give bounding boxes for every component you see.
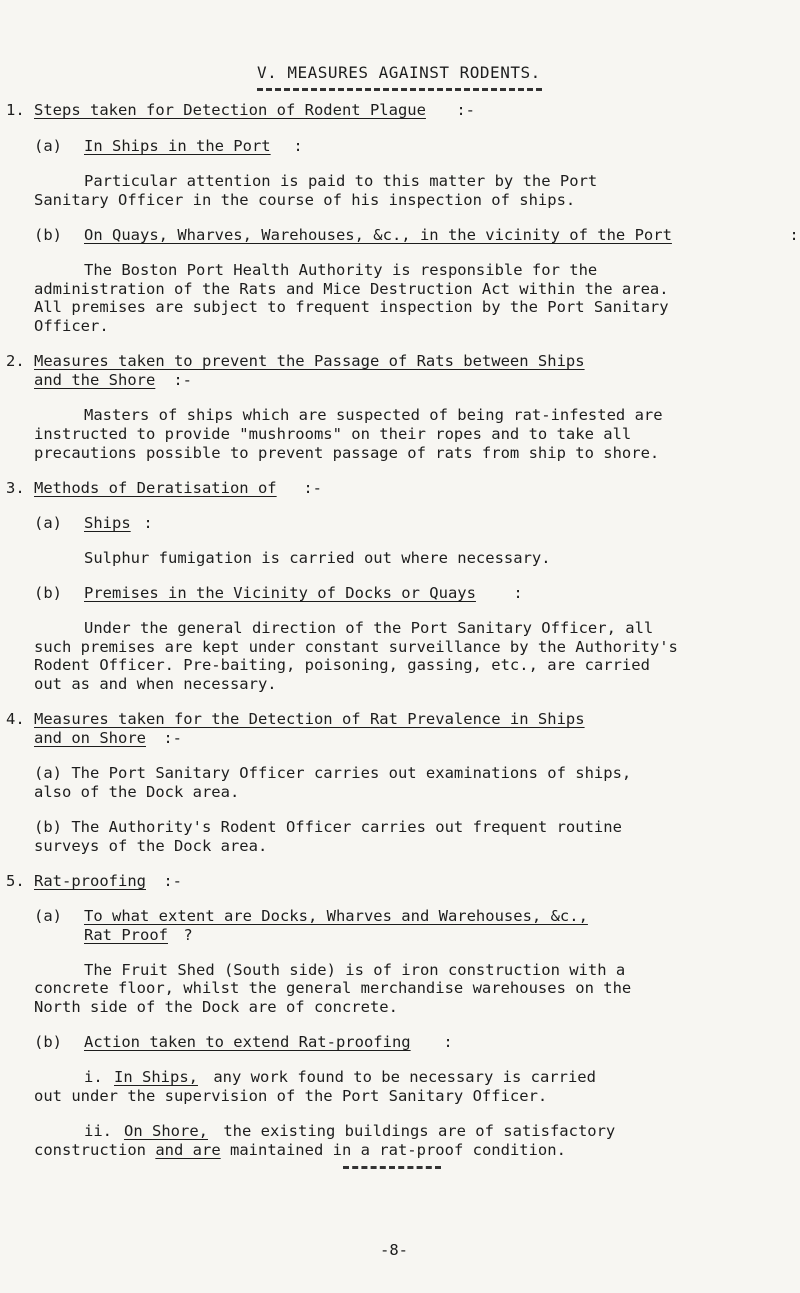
text-line: : bbox=[134, 514, 153, 532]
text-line: :- bbox=[447, 101, 475, 119]
text-line: Sanitary Officer in the course of his inspection of ships. bbox=[34, 191, 576, 209]
text-line: ii. bbox=[84, 1122, 112, 1140]
text-line: (a) bbox=[34, 137, 62, 155]
text-line: : bbox=[504, 584, 523, 602]
text-line: 4. bbox=[6, 710, 25, 728]
text-line: :- bbox=[294, 479, 322, 497]
page-title: V. MEASURES AGAINST RODENTS. bbox=[257, 63, 541, 82]
text-line: Rat-proofing bbox=[34, 872, 146, 890]
text-line: concrete floor, whilst the general merchandise warehouses on the bbox=[34, 979, 632, 997]
text-line: 2. bbox=[6, 352, 25, 370]
text-line: Premises in the Vicinity of Docks or Quays bbox=[84, 584, 476, 602]
text-line: (a) The Port Sanitary Officer carries out examinations of ships, bbox=[34, 764, 632, 782]
text-line: On Quays, Wharves, Warehouses, &c., in the vicinity of the Port bbox=[84, 226, 672, 244]
text-line: and on Shore bbox=[34, 729, 146, 747]
text-line: any work found to be necessary is carried bbox=[204, 1068, 596, 1086]
title-rule bbox=[257, 88, 542, 91]
text-line: In Ships, bbox=[114, 1068, 198, 1086]
text-line: North side of the Dock are of concrete. bbox=[34, 998, 398, 1016]
text-line: On Shore, bbox=[124, 1122, 208, 1140]
text-line: 3. bbox=[6, 479, 25, 497]
text-line: Ships bbox=[84, 514, 131, 532]
text-line: Measures taken to prevent the Passage of Rats between Ships bbox=[34, 352, 585, 370]
text-line: : bbox=[434, 1033, 453, 1051]
text-line: (a) bbox=[34, 907, 62, 925]
text-line: All premises are subject to frequent inspection by the Port Sanitary bbox=[34, 298, 669, 316]
text-line-with-underline: construction and are maintained in a rat-proof condition. bbox=[34, 1141, 566, 1159]
text-line: 1. bbox=[6, 101, 25, 119]
text-line: and the Shore bbox=[34, 371, 156, 389]
text-line: (b) The Authority's Rodent Officer carries out frequent routine bbox=[34, 818, 622, 836]
text-line: also of the Dock area. bbox=[34, 783, 240, 801]
text-line: surveys of the Dock area. bbox=[34, 837, 268, 855]
text-line: (a) bbox=[34, 514, 62, 532]
text-line: i. bbox=[84, 1068, 103, 1086]
text-line: Methods of Deratisation of bbox=[34, 479, 277, 497]
text-line: Officer. bbox=[34, 317, 109, 335]
text-line: In Ships in the Port bbox=[84, 137, 271, 155]
text-line: Particular attention is paid to this matter by the Port bbox=[84, 172, 598, 190]
text-line: (b) bbox=[34, 1033, 62, 1051]
text-line: Under the general direction of the Port Sanitary Officer, all bbox=[84, 619, 654, 637]
text-line: Action taken to extend Rat-proofing bbox=[84, 1033, 411, 1051]
text-line: precautions possible to prevent passage of rats from ship to shore. bbox=[34, 444, 660, 462]
text-line: Masters of ships which are suspected of being rat-infested are bbox=[84, 406, 663, 424]
end-rule bbox=[343, 1166, 441, 1169]
page-number: -8- bbox=[380, 1241, 408, 1259]
text-line: Rat Proof bbox=[84, 926, 168, 944]
text-line: :- bbox=[164, 371, 192, 389]
text-line: out under the supervision of the Port Sanitary Officer. bbox=[34, 1087, 548, 1105]
text-line: administration of the Rats and Mice Destruction Act within the area. bbox=[34, 280, 669, 298]
text-line: : bbox=[284, 137, 303, 155]
text-line: : bbox=[780, 226, 799, 244]
text-line: The Boston Port Health Authority is responsible for the bbox=[84, 261, 598, 279]
text-line: 5. bbox=[6, 872, 25, 890]
text-line: the existing buildings are of satisfactory bbox=[214, 1122, 616, 1140]
text-line: (b) bbox=[34, 226, 62, 244]
text-line: To what extent are Docks, Wharves and Warehouses, &c., bbox=[84, 907, 588, 925]
text-line: Sulphur fumigation is carried out where necessary. bbox=[84, 549, 551, 567]
text-line: ? bbox=[174, 926, 193, 944]
text-line: The Fruit Shed (South side) is of iron construction with a bbox=[84, 961, 626, 979]
text-line: Steps taken for Detection of Rodent Plague bbox=[34, 101, 426, 119]
text-line: out as and when necessary. bbox=[34, 675, 277, 693]
text-line: (b) bbox=[34, 584, 62, 602]
text-line: :- bbox=[154, 872, 182, 890]
text-line: such premises are kept under constant surveillance by the Authority's bbox=[34, 638, 678, 656]
text-line: instructed to provide "mushrooms" on their ropes and to take all bbox=[34, 425, 632, 443]
text-line: Measures taken for the Detection of Rat Prevalence in Ships bbox=[34, 710, 585, 728]
text-line: :- bbox=[154, 729, 182, 747]
text-line: Rodent Officer. Pre-baiting, poisoning, gassing, etc., are carried bbox=[34, 656, 650, 674]
